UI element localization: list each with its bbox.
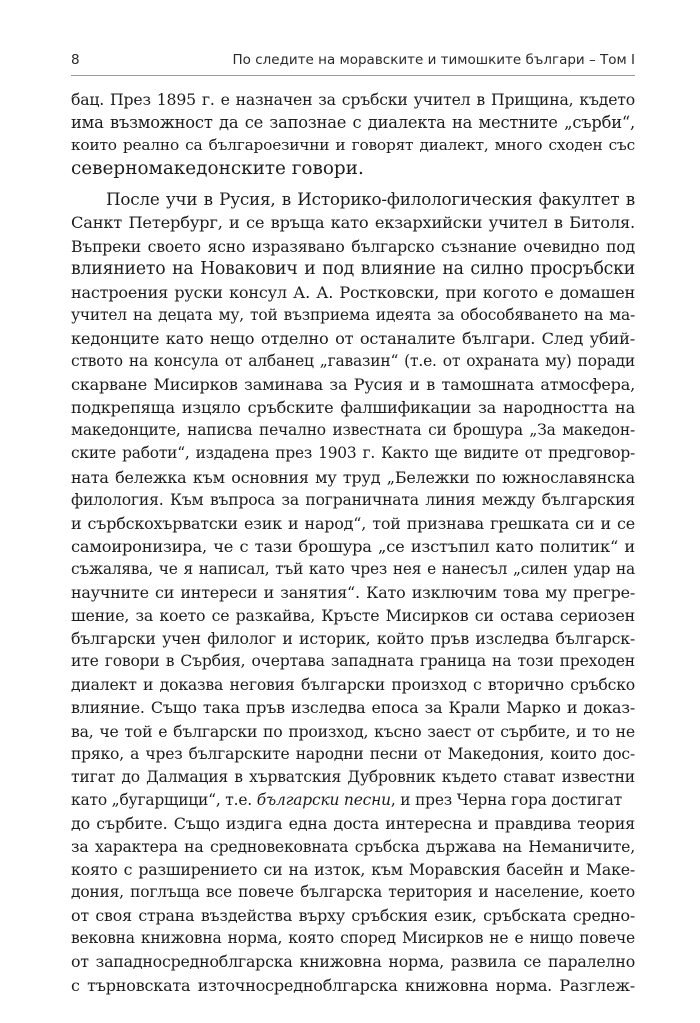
text-line: пряко, а чрез българските народни песни от Македония, които дос- [71, 744, 635, 763]
text-line: ва, че той е български по произход, късно заест от сърбите, и то не [71, 721, 635, 741]
text-line: български учен филолог и историк, който пръв изследва българск- [71, 629, 635, 649]
text-line: и сърбскохърватски език и народ“, той признава грешката си и се [71, 513, 635, 533]
running-title: По следите на моравските и тимошките българи – Том I [232, 52, 635, 68]
text-line: научните си интереси и занятия“. Като изключим това му прегре- [71, 582, 635, 602]
text-line: до сърбите. Също издига една доста интересна и правдива теория [71, 813, 635, 833]
text-line: филология. Към въпроса за пограничната линия между българския [71, 490, 635, 509]
text-line: за характера на средновековната сръбска държава на Неманичите, [71, 837, 635, 856]
running-head [71, 50, 635, 74]
text-line-with-italic [71, 789, 635, 812]
text-line: После учи в Русия, в Историко-филологическия факултет в [106, 189, 635, 210]
text-line: шение, за което се разкайва, Кръсте Мисирков си остава сериозен [71, 606, 635, 626]
text-line: вековна книжовна норма, която според Мисирков не е нищо повече [71, 929, 635, 948]
text-line: от западносредноблгарска книжовна норма, развила се паралелно [71, 952, 635, 972]
text-line: от своя страна въздейства върху сръбския език, сръбската средно- [71, 906, 635, 926]
text-line: диалект и доказва неговия български произход с вторично сръбско [71, 675, 635, 695]
body-text [71, 88, 635, 997]
text-line: има възможност да се запознае с диалекта на местните „сърби“, [71, 113, 635, 133]
text-line: които реално са българоезични и говорят диалект, много сходен със [71, 136, 635, 155]
paragraph-2 [71, 188, 635, 996]
text-line: кедонците като нещо отделно от останалите българи. След убий- [71, 328, 635, 348]
text-line: влияние. Също така пръв изследва епоса за Крали Марко и доказ- [71, 698, 635, 718]
text-line: ските работи“, издадена през 1903 г. Както ще видите от предговор- [71, 444, 635, 463]
text-line: ната бележка към основния му труд „Бележки по южнославянска [71, 467, 635, 487]
text-line: северномакедонските говори. [71, 158, 364, 180]
text-segment: , и през Черна гора достигат [390, 790, 622, 809]
header-rule [71, 75, 635, 76]
text-line: настроения руски консул А. А. Ростковски, при когото е домашен [71, 282, 635, 302]
text-line: бац. През 1895 г. е назначен за сръбски учител в Прищина, където [71, 90, 635, 109]
italic-phrase: български песни [256, 790, 391, 809]
text-line: Санкт Петербург, и се връща като екзархийски учител в Битоля. [71, 213, 635, 233]
page-number: 8 [71, 52, 80, 68]
text-line: тигат до Далмация в хърватския Дубровник където стават известни [71, 767, 635, 786]
text-line: Въпреки своето ясно изразявано българско съзнание очевидно под [71, 236, 635, 256]
text-line: ите говори в Сърбия, очертава западната граница на този преходен [71, 652, 635, 671]
text-line: която с разширението си на изток, към Моравския басейн и Маке- [71, 860, 635, 880]
text-line: с търновската източносредноблгарска книжовна норма. Разглеж- [71, 975, 635, 995]
text-line: подкрепяща изцяло сръбските фалшификации за народността на [71, 398, 635, 418]
text-line: македонците, написва печално известната си брошура „За македон- [71, 421, 635, 440]
text-line: ството на консула от албанец „гавазин“ (т.е. от охраната му) поради [71, 352, 635, 371]
text-line: съжалява, че я написал, тъй като чрез нея е нанесъл „силен удар на [71, 559, 635, 578]
text-line: влиянието на Новакович и под влияние на силно просръбски [71, 258, 635, 279]
paragraph-1 [71, 88, 635, 180]
text-line: скарване Мисирков заминава за Русия и в тамошната атмосфера, [71, 375, 635, 395]
text-line: дония, поглъща все повече българска територия и население, което [71, 883, 635, 902]
text-line: самоиронизира, че с тази брошура „се изстъпил като политик“ и [71, 536, 635, 556]
text-line: учител на децата му, той възприема идеята за обособяването на ма- [71, 305, 635, 324]
text-segment: като „бугарщици“, т.е. [71, 790, 257, 809]
